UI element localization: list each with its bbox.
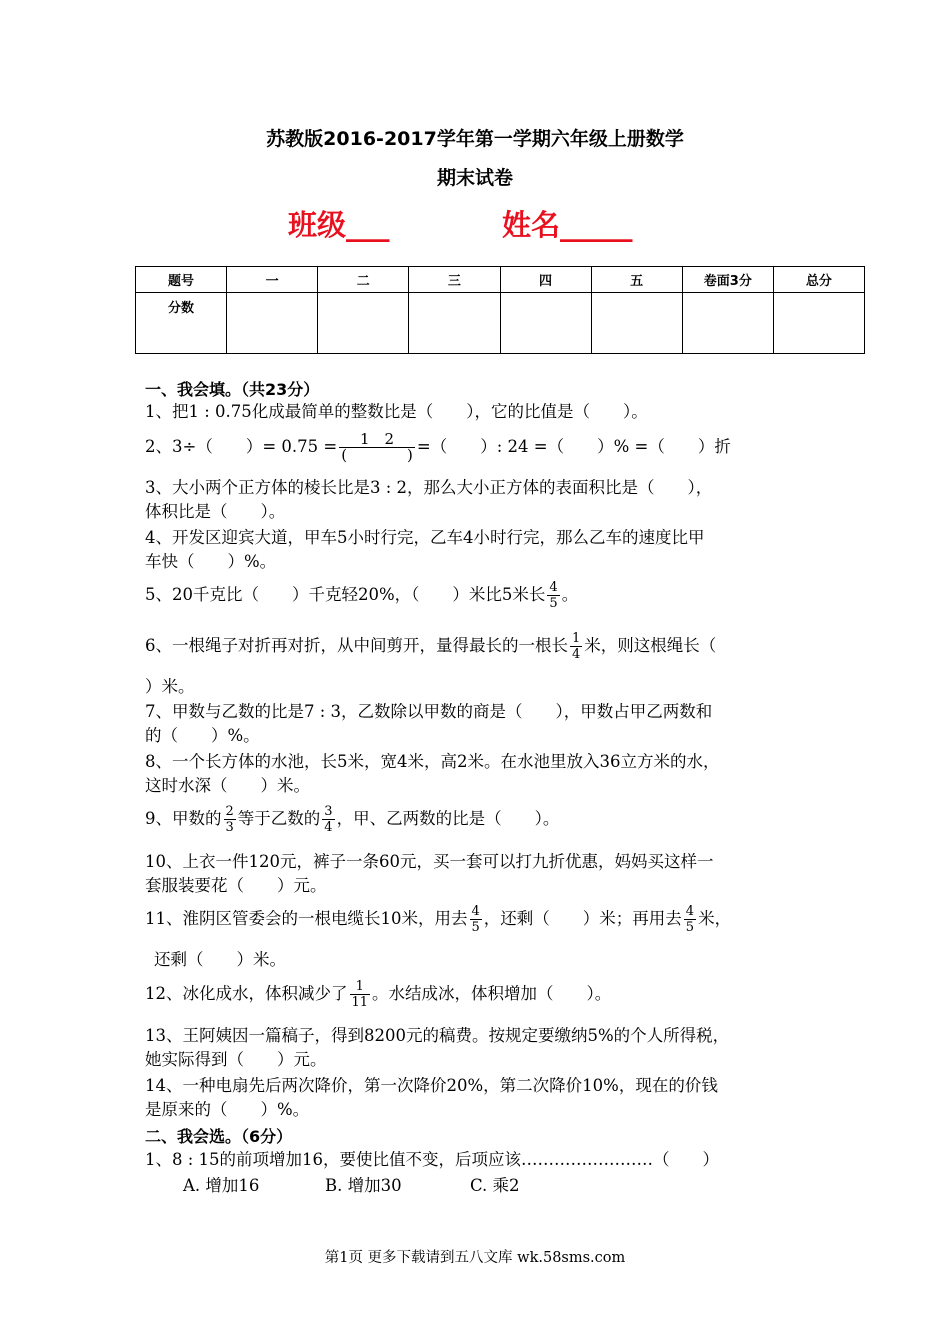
question-9-part-a: 9、甲数的 [145, 809, 222, 828]
question-12-part-a: 12、冰化成水，体积减少了 [145, 984, 348, 1003]
fraction-denominator: 5 [549, 596, 558, 611]
question-7-line1: 7、甲数与乙数的比是7 : 3，乙数除以甲数的商是（ ），甲数占甲乙两数和 [145, 702, 713, 721]
fraction-denominator: 11 [351, 995, 369, 1010]
question-1: 1、把1 : 0.75化成最简单的整数比是（ ），它的比值是（ ）。 [145, 402, 648, 421]
question-8-line2: 这时水深（ ）米。 [145, 776, 310, 795]
question-9-part-c: ，甲、乙两数的比是（ ）。 [336, 809, 560, 828]
fraction-numerator: 4 [549, 580, 558, 595]
question-9 [145, 802, 559, 836]
score-header-cell: 卷面3分 [682, 267, 773, 293]
page-subtitle: 期末试卷 [436, 167, 513, 189]
question-9-fraction-2 [322, 804, 334, 835]
fraction-denominator: 5 [685, 920, 695, 935]
question-11-fraction-2 [684, 904, 696, 935]
question-14-line2: 是原来的（ ）%。 [145, 1100, 310, 1119]
question-11-part-b: ，还剩（ ）米；再用去 [483, 909, 682, 928]
section2-heading: 二、我会选。（6分） [145, 1127, 293, 1146]
fraction-numerator: 1 2 [360, 430, 395, 448]
score-table [135, 266, 865, 354]
fraction-denominator: 4 [324, 820, 333, 835]
score-table-header-row [136, 267, 865, 293]
choice-option-c: C. 乘2 [470, 1176, 520, 1195]
question-11 [145, 902, 731, 936]
question-5 [145, 578, 578, 612]
score-table-row [136, 293, 865, 354]
choice-option-a: A. 增加16 [183, 1176, 260, 1195]
score-header-cell: 题号 [136, 267, 227, 293]
question-5-part-a: 5、20千克比（ ）千克轻20%，（ ）米比5米长 [145, 585, 546, 604]
class-field-label: 班级___ [288, 208, 390, 242]
question-4-line2: 车快（ ）%。 [145, 552, 277, 571]
question-9-part-b: 等于乙数的 [237, 809, 321, 828]
score-header-cell: 四 [500, 267, 591, 293]
score-header-cell: 一 [227, 267, 318, 293]
question-5-part-b: 。 [561, 585, 579, 604]
question-13-line1: 13、王阿姨因一篇稿子，得到8200元的稿费。按规定要缴纳5%的个人所得税， [145, 1026, 730, 1045]
fraction-numerator: 3 [324, 804, 333, 819]
score-header-cell: 二 [318, 267, 409, 293]
question-11-fraction-1 [470, 904, 482, 935]
fraction-numerator: 4 [685, 904, 695, 919]
page-footer: 第1页 更多下载请到五八文库 wk.58sms.com [324, 1250, 626, 1266]
question-11-part-a: 11、淮阴区管委会的一根电缆长10米，用去 [145, 909, 468, 928]
question-11-line2: 还剩（ ）米。 [154, 950, 286, 969]
score-cell[interactable] [591, 293, 682, 354]
score-row-label: 分数 [136, 293, 227, 354]
question-6-line2: ）米。 [145, 677, 195, 696]
fraction-denominator: ( ) [341, 446, 413, 464]
question-6-part-b: 米，则这根绳长（ [584, 636, 717, 655]
score-header-cell: 总分 [773, 267, 864, 293]
question-12 [145, 977, 611, 1011]
fraction-denominator: 3 [225, 820, 234, 835]
page-title: 苏教版2016-2017学年第一学期六年级上册数学 [266, 128, 684, 150]
score-cell[interactable] [409, 293, 500, 354]
question-9-fraction-1 [224, 804, 236, 835]
fraction-numerator: 2 [225, 804, 234, 819]
question-2-part-b: =（ ）: 24 =（ ）% =（ ）折 [416, 437, 731, 456]
question-2-fraction [339, 432, 415, 463]
fraction-denominator: 4 [572, 647, 581, 662]
name-field-label: 姓名_____ [502, 208, 633, 242]
question-5-fraction [547, 580, 559, 611]
question-4-line1: 4、开发区迎宾大道，甲车5小时行完，乙车4小时行完，那么乙车的速度比甲 [145, 528, 705, 547]
question-12-fraction [350, 979, 371, 1010]
score-header-cell: 五 [591, 267, 682, 293]
score-cell[interactable] [500, 293, 591, 354]
question-2 [145, 430, 731, 464]
question-11-part-c: 米， [698, 909, 732, 928]
fraction-denominator: 5 [471, 920, 480, 935]
question-10-line2: 套服装要花（ ）元。 [145, 876, 327, 895]
section1-heading: 一、我会填。（共23分） [145, 380, 320, 399]
question-10-line1: 10、上衣一件120元，裤子一条60元，买一套可以打九折优惠，妈妈买这样一 [145, 852, 714, 871]
question-6 [145, 629, 716, 663]
question-8-line1: 8、一个长方体的水池，长5米，宽4米，高2米。在水池里放入36立方米的水， [145, 752, 720, 771]
question-3-line1: 3、大小两个正方体的棱长比是3 : 2，那么大小正方体的表面积比是（ ）， [145, 478, 713, 497]
fraction-numerator: 4 [471, 904, 480, 919]
question-14-line1: 14、一种电扇先后两次降价，第一次降价20%，第二次降价10%，现在的价钱 [145, 1076, 718, 1095]
score-cell[interactable] [227, 293, 318, 354]
score-cell[interactable] [318, 293, 409, 354]
choice-question-1: 1、8 : 15的前项增加16，要使比值不变，后项应该……………………（ ） [145, 1150, 720, 1169]
fraction-numerator: 1 [355, 979, 364, 994]
question-2-part-a: 2、3÷（ ）= 0.75 = [145, 437, 338, 456]
question-7-line2: 的（ ）%。 [145, 726, 260, 745]
score-cell[interactable] [682, 293, 773, 354]
question-12-part-b: 。水结成冰，体积增加（ ）。 [372, 984, 612, 1003]
choice-option-b: B. 增加30 [325, 1176, 402, 1195]
score-header-cell: 三 [409, 267, 500, 293]
question-6-fraction [570, 631, 582, 662]
question-13-line2: 她实际得到（ ）元。 [145, 1050, 327, 1069]
question-6-part-a: 6、一根绳子对折再对折，从中间剪开，量得最长的一根长 [145, 636, 568, 655]
question-3-line2: 体积比是（ ）。 [145, 502, 286, 521]
fraction-numerator: 1 [572, 631, 581, 646]
score-cell[interactable] [773, 293, 864, 354]
